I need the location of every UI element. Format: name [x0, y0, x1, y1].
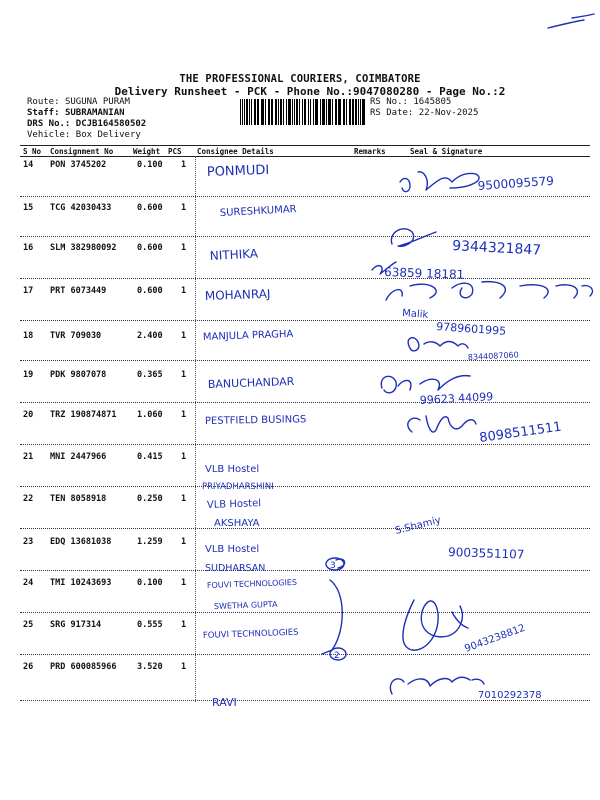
col-header-consignment: Consignment No [50, 147, 114, 156]
signature-row-17 [386, 282, 592, 300]
staff-label: Staff: [27, 108, 60, 118]
barcode-bar [310, 99, 311, 125]
row-consignment-no: TMI 10243693 [50, 578, 112, 588]
barcode-bar [269, 99, 270, 125]
circle-mark-3 [326, 558, 344, 570]
consignee-row-17: MOHANRAJ [204, 286, 271, 303]
consignee-row-23-line1: VLB Hostel [205, 544, 260, 555]
barcode-bar [344, 99, 345, 125]
phone-row-25: 9043238812 [463, 622, 527, 655]
consignee-row-20: PESTFIELD BUSINGS [204, 414, 307, 427]
staff-line [27, 108, 146, 119]
staff-value: SUBRAMANIAN [64, 108, 125, 118]
barcode-bar [346, 99, 347, 125]
runsheet-subtitle: Delivery Runsheet - PCK - Phone No.:9047080280 - Page No.:2 [114, 85, 506, 98]
signature-row-24-25 [403, 600, 468, 650]
vehicle-value: Box Delivery [75, 130, 141, 140]
barcode-bar [286, 99, 287, 125]
row-separator [20, 444, 590, 445]
name-row-17: Malik [401, 308, 429, 321]
row-pcs: 1 [181, 452, 187, 462]
name-row-22: S.Shamiy [394, 514, 443, 537]
phone-row-17a: 63859 18181 [383, 265, 465, 282]
barcode-bar [283, 99, 284, 125]
consignee-row-22-line1: VLB Hostel [206, 498, 262, 511]
barcode-bar [350, 99, 351, 125]
signature-row-26 [390, 677, 484, 694]
phone-row-23: 9003551107 [447, 545, 525, 562]
barcode-bar [255, 99, 256, 125]
row-weight: 2.400 [137, 331, 163, 341]
consignee-row-16: NITHIKA [209, 246, 259, 263]
consignee-row-19: BANUCHANDAR [207, 374, 295, 391]
row-weight: 0.100 [137, 578, 163, 588]
barcode-bar [304, 99, 305, 125]
row-separator [20, 402, 590, 403]
drs-label: DRS No.: [27, 119, 71, 129]
rs-info-block [370, 97, 478, 119]
col-header-consignee: Consignee Details [197, 147, 274, 156]
col-header-sno: S No [23, 147, 42, 156]
vehicle-label: Vehicle: [27, 130, 71, 140]
row-pcs: 1 [181, 578, 187, 588]
drs-barcode [240, 99, 366, 125]
barcode-bar [339, 99, 340, 125]
company-name: THE PROFESSIONAL COURIERS, COIMBATORE [179, 73, 421, 85]
barcode-bar [330, 99, 331, 125]
signature-row-18 [408, 338, 468, 351]
circled-mark-3: 3 [330, 561, 336, 571]
phone-row-19b: 99623 44099 [419, 390, 494, 407]
rs-date-value: 22-Nov-2025 [418, 108, 479, 118]
consignee-row-24-line1: FOUVI TECHNOLOGIES [206, 577, 298, 590]
barcode-bar [249, 99, 250, 125]
col-header-pcs: PCS [168, 147, 182, 156]
row-sno: 16 [23, 243, 34, 253]
rs-no-label: RS No.: [370, 97, 408, 107]
barcode-bar [296, 99, 298, 125]
row-weight: 0.600 [137, 243, 163, 253]
barcode-bar [276, 99, 277, 125]
circled-mark-2: 2 [334, 651, 340, 661]
barcode-bar [289, 99, 290, 125]
row-separator [20, 700, 590, 701]
consignee-row-21-line1: VLB Hostel [205, 464, 260, 475]
row-separator [20, 654, 590, 655]
tick-mark-row-17 [372, 262, 396, 274]
signature-row-19 [381, 376, 470, 393]
phone-row-26: 7010292378 [478, 690, 542, 701]
row-weight: 0.600 [137, 203, 163, 213]
row-separator [20, 320, 590, 321]
row-separator [20, 570, 590, 571]
route-label: Route: [27, 97, 60, 107]
bracket-mark-row-23 [336, 559, 345, 568]
row-weight: 0.600 [137, 286, 163, 296]
row-pcs: 1 [181, 370, 187, 380]
drs-value: DCJB164580502 [75, 119, 147, 129]
barcode-bar [257, 99, 258, 125]
barcode-bar [338, 99, 339, 125]
col-header-seal: Seal & Signature [410, 147, 483, 156]
route-info-block [27, 97, 146, 141]
row-pcs: 1 [181, 160, 187, 170]
consignee-row-14: PONMUDI [206, 162, 270, 180]
barcode-bar [299, 99, 300, 125]
signature-row-14 [400, 172, 479, 192]
signature-row-20 [408, 416, 476, 432]
barcode-bar [316, 99, 318, 125]
barcode-bar [360, 99, 361, 125]
consignee-row-23-line2: SUDHARSAN [205, 563, 266, 574]
barcode-bar [292, 99, 293, 125]
row-weight: 0.555 [137, 620, 163, 630]
row-sno: 25 [23, 620, 34, 630]
row-sno: 17 [23, 286, 34, 296]
rs-date-line [370, 108, 478, 119]
row-weight: 3.520 [137, 662, 163, 672]
rs-no-value: 1645805 [413, 97, 452, 107]
barcode-bar [332, 99, 333, 125]
row-separator [20, 278, 590, 279]
row-weight: 0.415 [137, 452, 163, 462]
row-sno: 26 [23, 662, 34, 672]
consignee-column-divider [195, 156, 196, 702]
phone-row-19: 8344087060 [467, 350, 519, 362]
row-separator [20, 196, 590, 197]
bracket-mark-row-24-25 [322, 580, 342, 654]
row-weight: 0.250 [137, 494, 163, 504]
barcode-bar [358, 99, 359, 125]
row-pcs: 1 [181, 410, 187, 420]
row-pcs: 1 [181, 331, 187, 341]
row-weight: 0.100 [137, 160, 163, 170]
row-sno: 20 [23, 410, 34, 420]
consignee-row-25: FOUVI TECHNOLOGIES [202, 627, 299, 641]
row-consignment-no: TRZ 190874871 [50, 410, 117, 420]
row-consignment-no: MNI 2447966 [50, 452, 107, 462]
row-separator [20, 528, 590, 529]
row-consignment-no: TCG 42030433 [50, 203, 112, 213]
row-separator [20, 486, 590, 487]
barcode-bar [352, 99, 353, 125]
row-sno: 21 [23, 452, 34, 462]
row-consignment-no: PDK 9807078 [50, 370, 107, 380]
barcode-bar [262, 99, 264, 125]
barcode-bar [265, 99, 266, 125]
barcode-bar [305, 99, 306, 125]
row-separator [20, 612, 590, 613]
signature-row-16 [391, 229, 436, 247]
row-consignment-no: SRG 917314 [50, 620, 102, 630]
phone-row-16: 9344321847 [451, 238, 542, 259]
consignee-row-18: MANJULA PRAGHA [202, 328, 294, 343]
barcode-bar [320, 99, 321, 125]
barcode-bar [313, 99, 314, 125]
row-separator [20, 360, 590, 361]
row-pcs: 1 [181, 620, 187, 630]
route-value: SUGUNA PURAM [64, 97, 130, 107]
consignee-row-15: SURESHKUMAR [219, 203, 297, 219]
consignee-row-21-line2: PRIYADHARSHINI [202, 482, 274, 492]
row-separator [20, 236, 590, 237]
row-pcs: 1 [181, 494, 187, 504]
barcode-bar [244, 99, 245, 125]
row-consignment-no: TVR 709030 [50, 331, 102, 341]
barcode-bar [271, 99, 272, 125]
barcode-bar [323, 99, 324, 125]
phone-row-18: 9789601995 [435, 320, 507, 338]
drs-line [27, 119, 146, 130]
phone-row-14: 9500095579 [477, 173, 555, 193]
barcode-bar [242, 99, 243, 125]
corner-pen-mark [548, 14, 594, 28]
consignee-row-24-line2: SWETHA GUPTA [213, 599, 278, 611]
barcode-bar [251, 99, 252, 125]
row-consignment-no: PRD 600085966 [50, 662, 117, 672]
consignee-row-22-line2: AKSHAYA [214, 518, 260, 529]
vehicle-line [27, 130, 146, 141]
row-pcs: 1 [181, 243, 187, 253]
route-line [27, 97, 146, 108]
rs-date-label: RS Date: [370, 108, 414, 118]
table-top-rule [20, 145, 590, 146]
row-sno: 18 [23, 331, 34, 341]
barcode-bar [278, 99, 279, 125]
row-sno: 19 [23, 370, 34, 380]
row-consignment-no: PRT 6073449 [50, 286, 107, 296]
row-consignment-no: TEN 8058918 [50, 494, 107, 504]
row-pcs: 1 [181, 537, 187, 547]
row-sno: 15 [23, 203, 34, 213]
consignee-row-26: RAVI [212, 696, 237, 709]
rs-no-line [370, 97, 478, 108]
row-consignment-no: PON 3745202 [50, 160, 107, 170]
row-pcs: 1 [181, 203, 187, 213]
row-weight: 1.060 [137, 410, 163, 420]
col-header-remarks: Remarks [354, 147, 386, 156]
row-pcs: 1 [181, 662, 187, 672]
row-sno: 22 [23, 494, 34, 504]
barcode-bar [326, 99, 327, 125]
barcode-bar [364, 99, 365, 125]
row-weight: 0.365 [137, 370, 163, 380]
row-pcs: 1 [181, 286, 187, 296]
row-consignment-no: EDQ 13681038 [50, 537, 112, 547]
row-consignment-no: SLM 382980092 [50, 243, 117, 253]
phone-row-20: 8098511511 [478, 419, 563, 446]
row-weight: 1.259 [137, 537, 163, 547]
row-sno: 23 [23, 537, 34, 547]
col-header-weight: Weight [133, 147, 161, 156]
header-bottom-rule [20, 156, 590, 157]
row-sno: 24 [23, 578, 34, 588]
row-sno: 14 [23, 160, 34, 170]
